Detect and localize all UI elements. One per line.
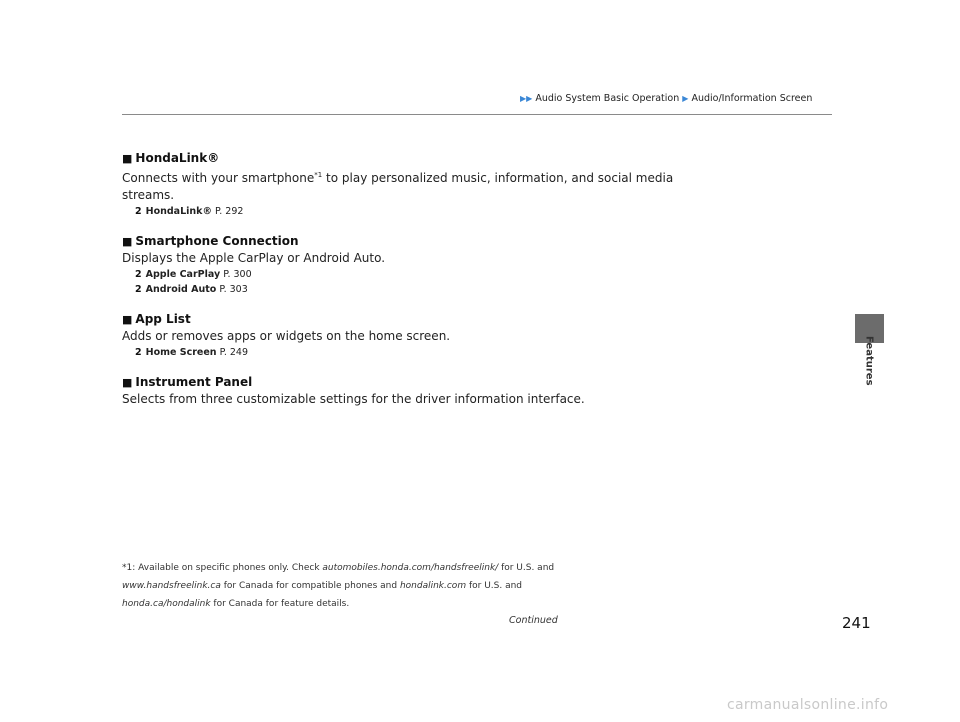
heading-square-icon: ■ [122,152,133,165]
main-content [122,150,682,422]
cross-reference-link[interactable]: 2 HondaLink® P. 292 [135,206,244,217]
section-hondalink [122,150,682,219]
reference-arrow-icon: 2 [135,206,142,217]
heading-square-icon: ■ [122,235,133,248]
breadcrumb-part1: Audio System Basic Operation [535,93,680,104]
footnote-marker: *1 [314,171,323,179]
heading-square-icon: ■ [122,313,133,326]
section-smartphone-connection [122,233,682,297]
cross-reference-link[interactable]: 2 Android Auto P. 303 [135,284,248,295]
breadcrumb [520,93,832,104]
continued-label: Continued [509,615,558,626]
footnote-link[interactable]: honda.ca/hondalink [122,599,211,609]
footnote: *1: Available on specific phones only. Check automobiles.honda.com/handsfreelink/ for U.S. and www.handsfreelink.ca for Canada for compatible phones and hondalink.com for U.S. and honda.ca/hondalink for Canada for feature details. [122,563,555,609]
side-tab-label: Features [863,336,875,386]
breadcrumb-separator-icon: ▶ [682,94,689,103]
footnote-link[interactable]: automobiles.honda.com/handsfreelink/ [322,563,499,573]
section-body: Connects with your smartphone$^{*1}$ to play personalized music, information, and social media streams. [122,171,674,202]
reference-arrow-icon: 2 [135,284,142,295]
section-heading: ■ HondaLink® [122,151,220,165]
cross-reference-link[interactable]: 2 Home Screen P. 249 [135,347,249,358]
section-heading: ■ Smartphone Connection [122,234,299,248]
watermark: carmanualsonline.info [727,697,889,713]
cross-reference-link[interactable]: 2 Apple CarPlay P. 300 [135,269,252,280]
reference-arrow-icon: 2 [135,347,142,358]
reference-arrow-icon: 2 [135,269,142,280]
section-body: Selects from three customizable settings for the driver information interface. [122,392,585,406]
breadcrumb-part2: Audio/Information Screen [691,93,813,104]
header-rule [122,114,832,115]
footnote-link[interactable]: www.handsfreelink.ca [122,581,221,591]
section-app-list [122,311,682,360]
section-instrument-panel [122,374,682,408]
page-number: 241 [842,614,871,632]
section-heading: ■ Instrument Panel [122,375,253,389]
footnote-link[interactable]: hondalink.com [399,581,467,591]
heading-square-icon: ■ [122,376,133,389]
breadcrumb-arrow-icon: ▶▶ [520,94,533,103]
section-body: Adds or removes apps or widgets on the home screen. [122,329,451,343]
section-heading: ■ App List [122,312,191,326]
section-body: Displays the Apple CarPlay or Android Auto. [122,251,386,265]
